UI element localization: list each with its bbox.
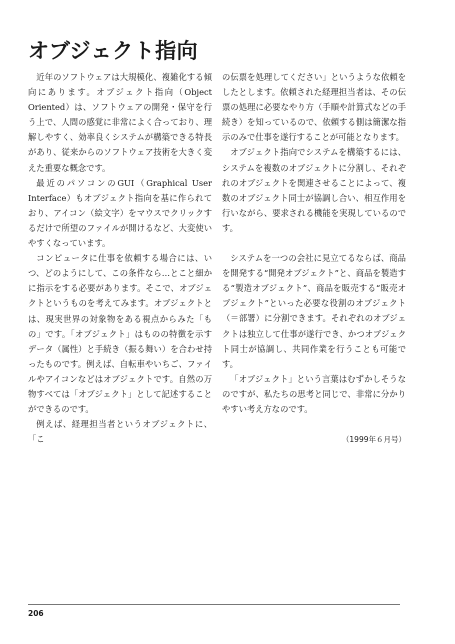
paragraph: 最近のパソコンのGUI（Graphical User Interface）もオブジェクト指向を基に作られており、アイコン（絵文字）をマウスでクリックするだけで所望のファイルが開けるなど、大変使いやすくなっています。 — [28, 177, 212, 249]
paragraph: システムを一つの会社に見立てるならば、商品を開発する“開発オブジェクト”と、商品を製造する“製造オブジェクト”、商品を販売する“販売オブジェクト”といった必要な役割のオブジェクト（＝部署）に分割できます。それぞれのオブジェクトは独立して仕事が遂行でき、かつオブジェクト同士が協調し、共同作業を行うことも可能です。 — [222, 253, 406, 369]
paragraph: オブジェクト指向でシステムを構築するには、システムを複数のオブジェクトに分割し、それぞれのオブジェクトを関連させることによって、複数のオブジェクト同士が協調し合い、相互作用を行いながら、要求される機能を実現しているのです。 — [222, 147, 406, 233]
paragraph: 例えば、経理担当者というオブジェクトに、「こ — [28, 419, 212, 445]
paragraph: コンピュータに仕事を依頼する場合には、いつ、どのようにして、この条件なら…とこと細かに指示をする必要があります。そこで、オブジェクトというものを考えてみます。オブジェクトとは、現実世界の対象物をある視点からみた「もの」です。「オブジェクト」はものの特徴を示すデータ（属性）と手続き（振る舞い）を合わせ持ったものです。例えば、自転車やいちご、ファイルやアイコンなどはオブジェクトです。自然の万物すべては「オブジェクト」として記述することができるのです。 — [28, 253, 212, 415]
left-column — [28, 70, 212, 447]
paragraph: 「オブジェクト」という言葉はむずかしそうなのですが、私たちの思考と同じで、非常に分かりやすい考え方なのです。 — [222, 373, 406, 414]
paragraph: 近年のソフトウェアは大規模化、複雑化する傾向にあります。オブジェクト指向（Object Oriented）は、ソフトウェアの開発・保守を行う上で、人間の感覚に非常によく合っており、理解しやすく、効率良くシステムが構築できる特長があり、従来からのソフトウェア技術を大きく変えた重要な概念です。 — [28, 72, 212, 173]
article-title: オブジェクト指向 — [28, 39, 199, 63]
paragraph: の伝票を処理してください」というような依頼をしたとします。依頼された経理担当者は、その伝票の処理に必要なやり方（手順や計算式などの手続き）を知っているので、依頼する側は簡潔な指示のみで仕事を遂行することが可能となります。 — [222, 72, 406, 143]
page-number: 206 — [28, 609, 44, 618]
footer-rule — [28, 604, 400, 605]
publication-date: （1999年６月号） — [341, 435, 406, 445]
right-column — [222, 70, 406, 447]
